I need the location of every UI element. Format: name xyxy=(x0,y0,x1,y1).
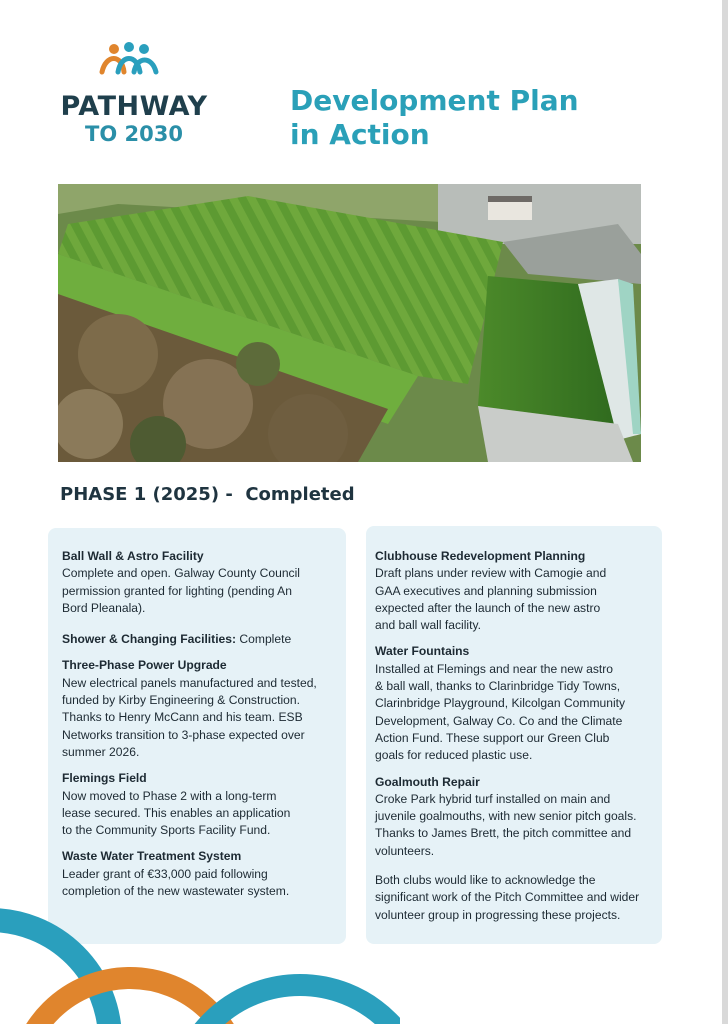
item-heading: Ball Wall & Astro Facility xyxy=(62,549,204,563)
people-icon xyxy=(98,42,170,90)
item-text: completion of the new wastewater system. xyxy=(62,884,290,899)
item-flemings-field xyxy=(62,770,340,839)
item-text: & ball wall, thanks to Clarinbridge Tidy Towns, xyxy=(375,679,621,694)
item-text: summer 2026. xyxy=(62,744,140,759)
item-text: significant work of the Pitch Committee and wider xyxy=(375,890,640,905)
logo-text-pathway: PATHWAY xyxy=(60,91,208,122)
item-text: to the Community Sports Facility Fund. xyxy=(62,823,271,838)
item-heading: Clubhouse Redevelopment Planning xyxy=(375,549,586,563)
item-heading: Three-Phase Power Upgrade xyxy=(62,658,227,673)
item-text: Thanks to James Brett, the pitch committee and xyxy=(375,826,632,841)
item-goalmouth-repair xyxy=(375,774,656,860)
item-text: Both clubs would like to acknowledge the xyxy=(375,873,596,888)
item-text: volunteer group in progressing these projects. xyxy=(375,907,621,922)
item-text: Now moved to Phase 2 with a long-term xyxy=(62,788,277,803)
item-shower xyxy=(62,631,340,648)
decorative-arcs xyxy=(0,890,400,1024)
item-text: goals for reduced plastic use. xyxy=(375,748,533,763)
item-text: juvenile goalmouths, with new senior pitch goals. xyxy=(375,809,637,824)
aerial-sports-grounds-photo xyxy=(58,184,641,462)
item-heading: Shower & Changing Facilities: xyxy=(62,632,237,647)
title-line-2: in Action xyxy=(290,118,430,151)
phase-heading: PHASE 1 (2025) - Completed xyxy=(60,484,355,505)
item-text: Networks transition to 3-phase expected over xyxy=(62,727,305,742)
item-text: Development, Galway Co. Co and the Climate xyxy=(375,713,623,728)
item-ball-wall xyxy=(62,548,340,617)
item-text: Clarinbridge Playground, Kilcolgan Community xyxy=(375,696,626,711)
pathway-logo xyxy=(52,42,216,152)
page-title xyxy=(290,84,579,152)
item-text: Leader grant of €33,000 paid following xyxy=(62,866,268,881)
item-text: Complete and open. Galway County Council xyxy=(62,566,300,581)
item-text: Installed at Flemings and near the new astro xyxy=(375,661,613,676)
item-text: expected after the launch of the new astro xyxy=(375,600,601,615)
item-power-upgrade xyxy=(62,657,340,761)
item-text: and ball wall facility. xyxy=(375,618,481,633)
item-water-fountains xyxy=(375,643,656,764)
item-text: Complete xyxy=(236,632,292,647)
item-text: Croke Park hybrid turf installed on main and xyxy=(375,791,611,806)
page-edge xyxy=(722,0,728,1024)
item-text: New electrical panels manufactured and tested, xyxy=(62,675,317,690)
phase-card-right xyxy=(366,526,662,944)
phase-card-left xyxy=(48,528,346,944)
item-text: GAA executives and planning submission xyxy=(375,583,597,598)
item-clubhouse xyxy=(375,548,656,634)
title-line-1: Development Plan xyxy=(290,84,579,117)
item-text: Bord Pleanala). xyxy=(62,600,146,615)
item-text: Action Fund. These support our Green Club xyxy=(375,730,610,745)
item-heading: Waste Water Treatment System xyxy=(62,849,242,864)
acknowledgement-text xyxy=(375,872,656,924)
item-text: Thanks to Henry McCann and his team. ESB xyxy=(62,710,303,725)
item-text: Draft plans under review with Camogie and xyxy=(375,566,607,581)
item-text: funded by Kirby Engineering & Construction. xyxy=(62,693,300,708)
item-heading: Flemings Field xyxy=(62,771,147,786)
logo-text-year: TO 2030 xyxy=(85,122,183,146)
item-text: permission granted for lighting (pending An xyxy=(62,583,292,598)
item-text: lease secured. This enables an application xyxy=(62,805,291,820)
item-heading: Water Fountains xyxy=(375,644,470,659)
item-text: volunteers. xyxy=(375,843,435,858)
item-heading: Goalmouth Repair xyxy=(375,774,480,789)
